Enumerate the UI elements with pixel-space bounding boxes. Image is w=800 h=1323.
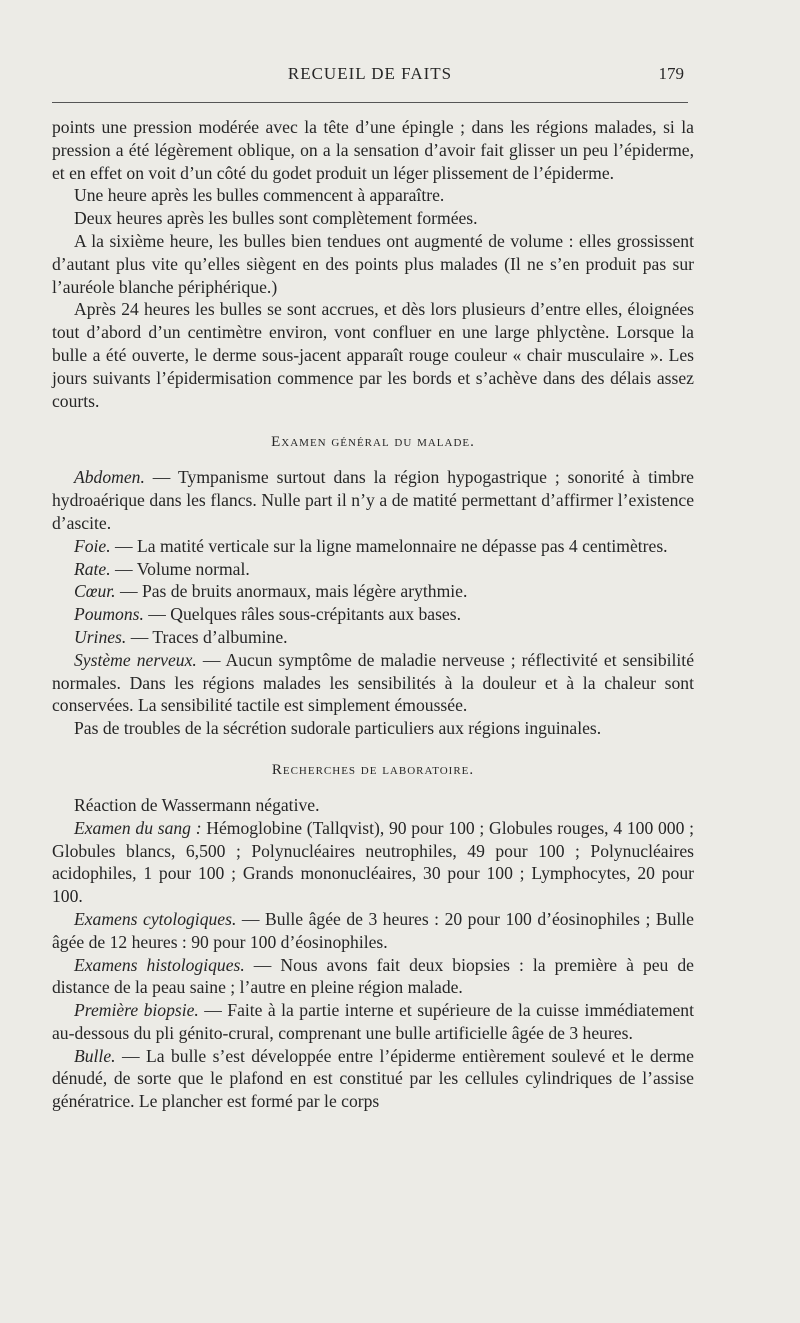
paragraph-body: — Nous avons fait deux biopsies : la première à peu de distance de la peau saine ; l’autre en pleine région malade. — [52, 954, 694, 998]
running-title: RECUEIL DE FAITS — [287, 64, 453, 83]
paragraph-body: — La bulle s’est développée entre l’épiderme entièrement soulevé et le derme dénudé, de sorte que le plafond en est constitué par les cellules cylindriques de l’assise génératrice. Le plancher est formé par le corps — [52, 1045, 694, 1112]
paragraph-rate — [52, 558, 694, 581]
paragraph-body: — La matité verticale sur la ligne mamelonnaire ne dépasse pas 4 centimètres. — [110, 535, 668, 556]
paragraph-urines — [52, 626, 694, 649]
paragraph-lead: Première biopsie. — [74, 1000, 199, 1021]
paragraph-lead: Bulle. — [74, 1045, 116, 1066]
paragraph-sudorale: Pas de troubles de la sécrétion sudorale particuliers aux régions inguinales. — [74, 718, 602, 739]
paragraph-lead: Foie. — [74, 535, 111, 556]
paragraph-lead: Cœur. — [74, 581, 116, 602]
paragraph-lead: Rate. — [74, 558, 111, 579]
page-number: 179 — [658, 64, 684, 83]
running-header — [52, 62, 688, 92]
paragraph-abdomen — [52, 466, 694, 534]
paragraph-systeme-nerveux — [52, 649, 694, 717]
paragraph-lead: Urines. — [74, 626, 127, 647]
paragraph-poumons — [52, 603, 694, 626]
section-heading-recherches: Recherches de laboratoire. — [271, 761, 475, 778]
paragraph-foie — [52, 535, 694, 558]
paragraph-bulle — [52, 1045, 694, 1113]
paragraph-body: — Bulle âgée de 3 heures : 20 pour 100 d’éosinophiles ; Bulle âgée de 12 heures : 90 pour 100 d’éosinophiles. — [52, 908, 694, 952]
paragraph-body: — Traces d’albumine. — [126, 626, 288, 647]
paragraph: Une heure après les bulles commencent à apparaître. — [74, 185, 445, 206]
paragraph-body: Hémoglobine (Tallqvist), 90 pour 100 ; Globules rouges, 4 100 000 ; Globules blancs, 6,500 ; Polynucléaires neutrophiles, 49 pour 100 ; Polynucléaires acidophiles, 1 pour 100 ; Grands mononucléaires, 30 pour 100 ; Lymphocytes, 20 pour 100. — [52, 817, 694, 907]
paragraph-histologiques — [52, 954, 694, 1000]
paragraph-lead: Abdomen. — [74, 467, 145, 488]
paragraph-body: — Pas de bruits anormaux, mais légère arythmie. — [115, 581, 468, 602]
paragraph-lead: Examens cytologiques. — [74, 908, 237, 929]
paragraph-premiere-biopsie — [52, 999, 694, 1045]
body-text — [52, 116, 694, 1113]
paragraph-coeur — [52, 580, 694, 603]
paragraph-body: — Volume normal. — [110, 558, 250, 579]
paragraph: Après 24 heures les bulles se sont accrues, et dès lors plusieurs d’entre elles, éloignées tout d’abord d’un centimètre environ, vont confluer en une large phlyctène. Lorsque la bulle a été ouverte, le derme sous-jacent apparaît rouge couleur « chair musculaire ». Les jours suivants l’épidermisation commence par les bords et s’achève dans des délais assez courts. — [52, 299, 694, 411]
paragraph-body: — Aucun symptôme de maladie nerveuse ; réflectivité et sensibilité normales. Dans les régions malades les sensibilités à la douleur et à la chaleur sont conservées. La sensibilité tactile est simplement émoussée. — [52, 649, 694, 716]
paragraph-lead: Système nerveux. — [74, 649, 197, 670]
paragraph-wassermann: Réaction de Wassermann négative. — [74, 794, 320, 815]
paragraph-sang — [52, 817, 694, 908]
paragraph: A la sixième heure, les bulles bien tendues ont augmenté de volume : elles grossissent d’autant plus vite qu’elles siègent en des points plus malades (Il ne s’en produit pas sur l’auréole blanche périphérique.) — [52, 230, 694, 297]
paragraph-body: — Tympanisme surtout dans la région hypogastrique ; sonorité à timbre hydroaérique dans les flancs. Nulle part il n’y a de matité permettant d’affirmer l’existence d’ascite. — [52, 467, 694, 533]
paragraph-body: — Quelques râles sous-crépitants aux bases. — [143, 604, 461, 625]
section-heading-examen: Examen général du malade. — [271, 434, 475, 451]
paragraph: points une pression modérée avec la tête d’une épingle ; dans les régions malades, si la pression a été légèrement oblique, on a la sensation d’avoir fait glisser un peu l’épiderme, et en effet on voit d’un côté du godet produit un léger plissement de l’épiderme. — [52, 117, 694, 183]
header-rule — [52, 102, 688, 103]
paragraph: Deux heures après les bulles sont complètement formées. — [74, 208, 478, 229]
paragraph-cytologiques — [52, 908, 694, 954]
paragraph-lead: Examens histologiques. — [74, 954, 245, 975]
paragraph-lead: Poumons. — [74, 604, 144, 625]
paragraph-lead: Examen du sang : — [74, 817, 202, 838]
paragraph-body: — Faite à la partie interne et supérieure de la cuisse immédiatement au-dessous du pli génito-crural, comprenant une bulle artificielle âgée de 3 heures. — [52, 1000, 694, 1043]
